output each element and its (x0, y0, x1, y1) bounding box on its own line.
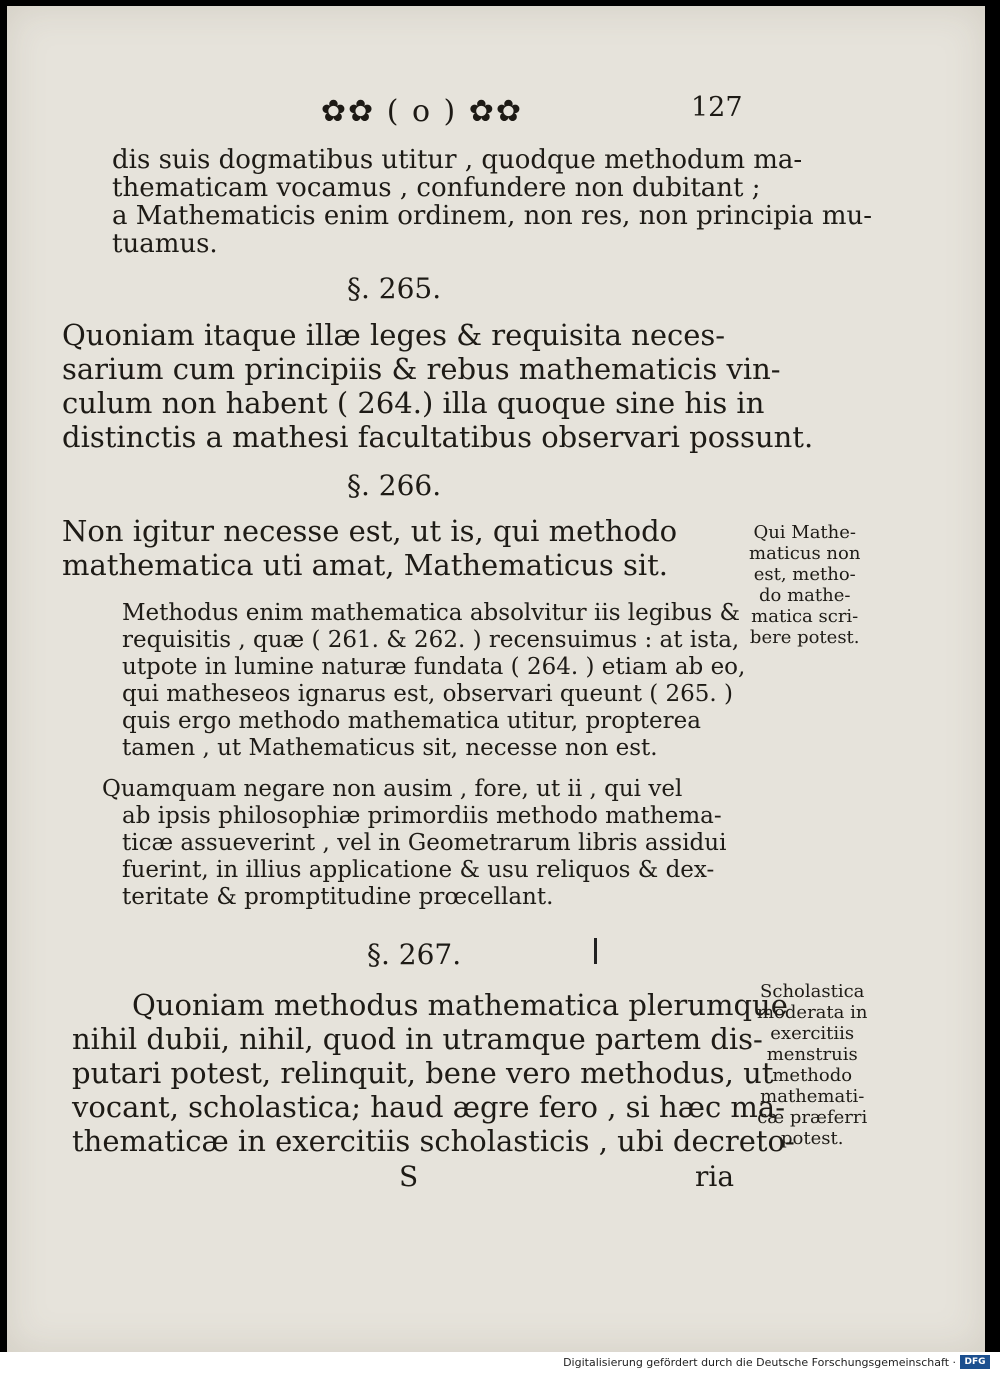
page-number: 127 (691, 92, 743, 123)
text-line: vocant, scholastica; haud ægre fero , si hæc ma- (72, 1090, 786, 1124)
text-line: tamen , ut Mathematicus sit, necesse non est. (122, 735, 658, 761)
text-line: thematicam vocamus , confundere non dubitant ; (112, 173, 761, 203)
text-line: ab ipsis philosophiæ primordiis methodo mathema- (122, 803, 722, 829)
section-heading-266: §. 266. (347, 469, 442, 502)
text-line: Quamquam negare non ausim , fore, ut ii , qui vel (102, 776, 683, 802)
footer-credit: Digitalisierung gefördert durch die Deutsche Forschungsgemeinschaft · (563, 1356, 956, 1369)
text-line: matica scri- (751, 606, 859, 627)
text-line: mathematica uti amat, Mathematicus sit. (62, 548, 668, 582)
vertical-mark (594, 938, 597, 964)
text-line: sarium cum principiis & rebus mathematicis vin- (62, 352, 781, 386)
signature-mark: S (399, 1160, 419, 1193)
section-266-text (62, 514, 677, 582)
margin-note-266 (749, 522, 860, 648)
text-line: qui matheseos ignarus est, observari queunt ( 265. ) (122, 681, 734, 707)
header-ornament: ✿✿ ( o ) ✿✿ (320, 94, 524, 129)
text-line: quis ergo methodo mathematica utitur, propterea (122, 708, 701, 734)
text-line: a Mathematicis enim ordinem, non res, non principia mu- (112, 201, 873, 231)
text-line: utpote in lumine naturæ fundata ( 264. ) etiam ab eo, (122, 654, 746, 680)
text-line: fuerint, in illius applicatione & usu reliquos & dex- (122, 857, 715, 883)
text-line: maticus non (749, 543, 861, 564)
text-line: methodo (772, 1065, 853, 1086)
text-line: distinctis a mathesi facultatibus observari possunt. (62, 420, 814, 454)
text-line: mathemati- (760, 1086, 865, 1107)
text-line: thematicæ in exercitiis scholasticis , ubi decreto- (72, 1124, 795, 1158)
section-266-note-1 (122, 600, 745, 762)
text-line: bere potest. (749, 627, 860, 648)
text-line: Methodus enim mathematica absolvitur iis legibus & (122, 600, 740, 626)
paragraph-continuation (112, 146, 872, 258)
text-line: cæ præferri (757, 1107, 868, 1128)
text-line: dis suis dogmatibus utitur , quodque methodum ma- (112, 145, 803, 175)
section-heading-265: §. 265. (347, 272, 442, 305)
text-line: requisitis , quæ ( 261. & 262. ) recensuimus : at ista, (122, 627, 740, 653)
text-line: Scholastica (760, 981, 865, 1002)
text-line: menstruis (766, 1044, 858, 1065)
text-line: culum non habent ( 264.) illa quoque sine his in (62, 386, 765, 420)
text-line: moderata in (757, 1002, 868, 1023)
text-line: Quoniam itaque illæ leges & requisita neces- (62, 318, 726, 352)
dfg-logo: DFG (960, 1355, 990, 1369)
text-line: teritate & promptitudine prœcellant. (122, 884, 554, 910)
text-line: Quoniam methodus mathematica plerumque (132, 988, 788, 1022)
text-line: putari potest, relinquit, bene vero methodus, ut (72, 1056, 774, 1090)
section-267-text (72, 988, 795, 1158)
catchword: ria (695, 1160, 735, 1193)
text-line: est, metho- (753, 564, 856, 585)
text-line: tuamus. (112, 229, 218, 259)
text-line: potest. (781, 1128, 844, 1149)
section-266-note-2 (102, 776, 726, 911)
section-heading-267: §. 267. (367, 938, 462, 971)
text-line: Non igitur necesse est, ut is, qui methodo (62, 514, 678, 548)
book-page (7, 6, 985, 1352)
text-line: nihil dubii, nihil, quod in utramque partem dis- (72, 1022, 763, 1056)
text-line: exercitiis (770, 1023, 855, 1044)
text-line: ticæ assueverint , vel in Geometrarum libris assidui (122, 830, 727, 856)
text-line: do mathe- (759, 585, 851, 606)
section-265-text (62, 318, 813, 454)
margin-note-267 (757, 981, 867, 1149)
text-line: Qui Mathe- (753, 522, 856, 543)
